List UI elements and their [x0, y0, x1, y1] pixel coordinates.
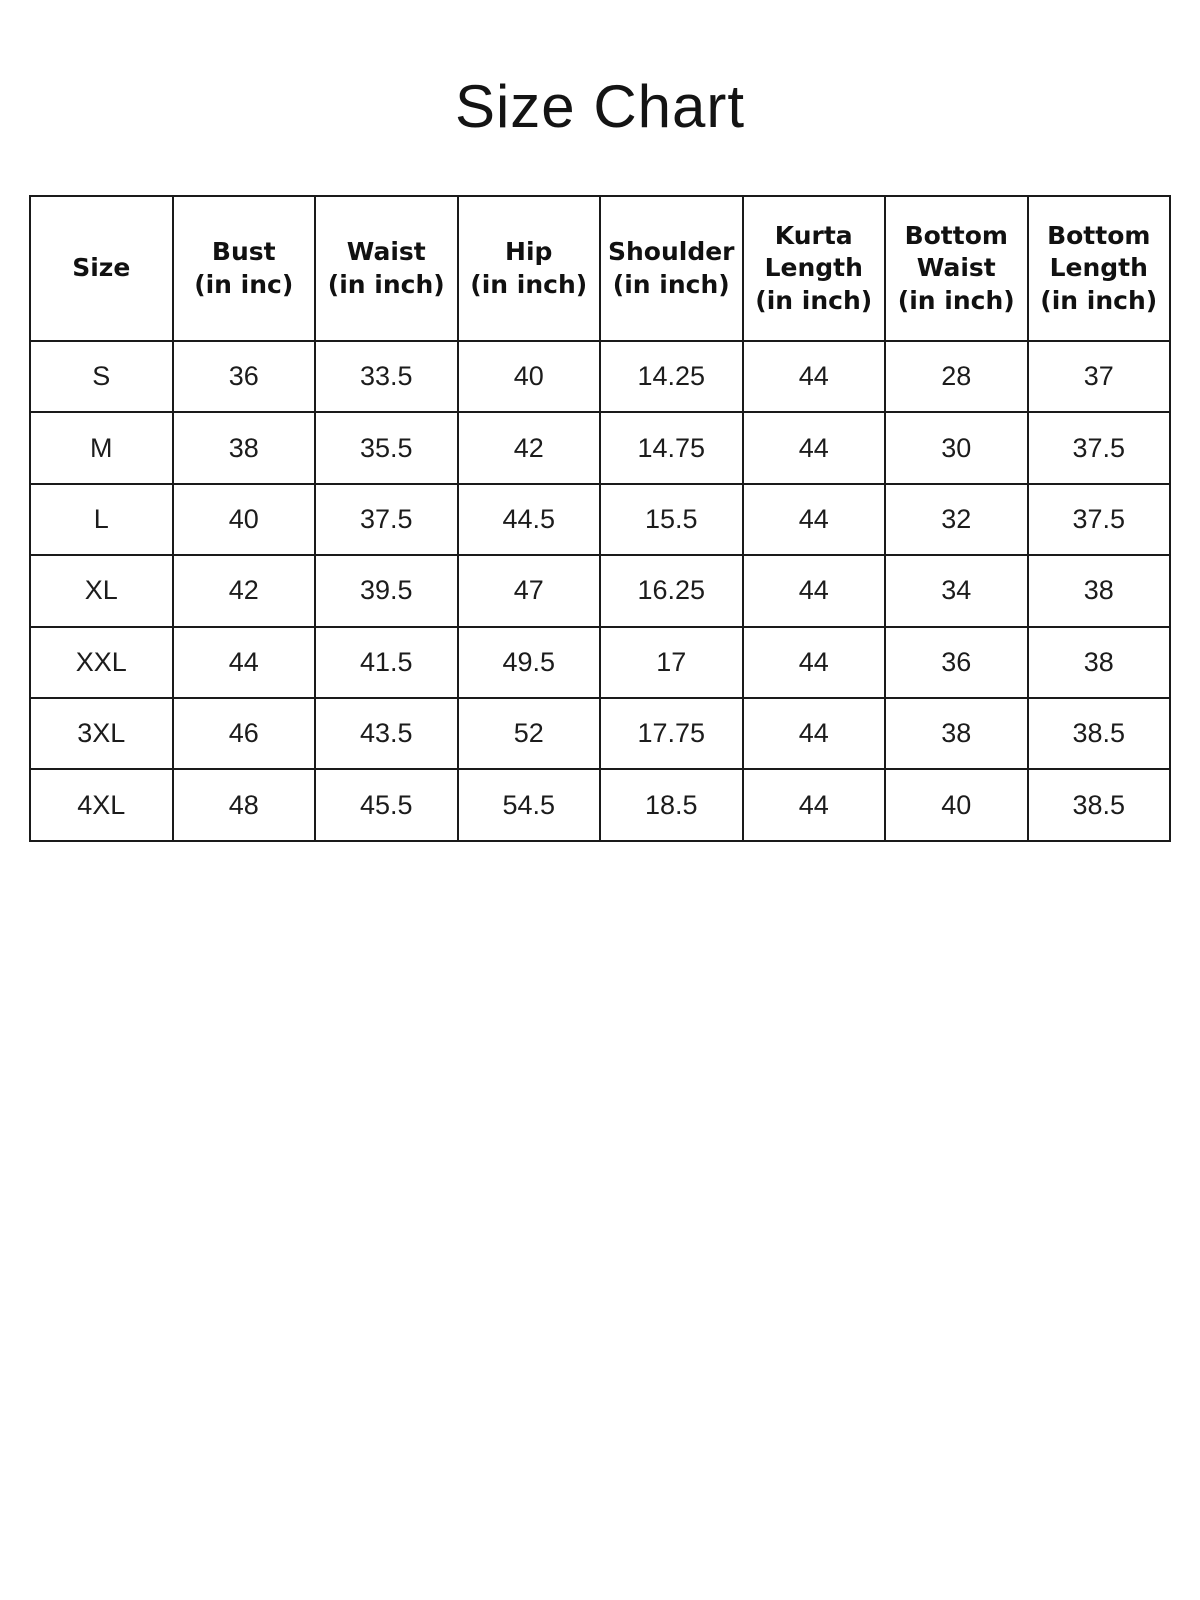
column-unit: (in inch)	[897, 285, 1015, 315]
table-cell: 39.5	[315, 555, 458, 626]
table-cell: 30	[885, 412, 1028, 483]
table-cell: 37	[1028, 341, 1171, 412]
table-cell: 18.5	[600, 769, 743, 840]
table-cell: 38.5	[1028, 769, 1171, 840]
table-cell: 16.25	[600, 555, 743, 626]
header-row	[30, 196, 1170, 341]
table-cell: XXL	[30, 627, 173, 698]
table-cell: 45.5	[315, 769, 458, 840]
table-cell: 40	[458, 341, 601, 412]
table-cell: 34	[885, 555, 1028, 626]
table-row-4xl	[30, 769, 1170, 840]
table-cell: 48	[173, 769, 316, 840]
table-row-m	[30, 412, 1170, 483]
table-cell: L	[30, 484, 173, 555]
table-cell: 37.5	[315, 484, 458, 555]
table-cell: 38	[885, 698, 1028, 769]
table-cell: 38.5	[1028, 698, 1171, 769]
column-unit: (in inch)	[755, 285, 873, 315]
table-cell: 36	[173, 341, 316, 412]
table-cell: 32	[885, 484, 1028, 555]
column-unit: (in inch)	[612, 269, 730, 299]
column-title: Kurta Length	[764, 220, 863, 283]
table-cell: 40	[173, 484, 316, 555]
column-title: Bottom Length	[1047, 220, 1151, 283]
table-cell: 28	[885, 341, 1028, 412]
table-row-3xl	[30, 698, 1170, 769]
page-title: Size Chart	[454, 73, 746, 140]
table-cell: 44	[743, 769, 886, 840]
table-cell: 44.5	[458, 484, 601, 555]
table-cell: 44	[743, 555, 886, 626]
table-cell: 38	[1028, 555, 1171, 626]
table-cell: 44	[743, 698, 886, 769]
table-cell: 44	[743, 627, 886, 698]
table-cell: 49.5	[458, 627, 601, 698]
column-unit: (in inch)	[1040, 285, 1158, 315]
table-cell: 17	[600, 627, 743, 698]
table-cell: XL	[30, 555, 173, 626]
table-row-xl	[30, 555, 1170, 626]
column-header-bottom-length	[1028, 196, 1171, 341]
table-cell: 44	[743, 412, 886, 483]
column-title: Bottom Waist	[904, 220, 1008, 283]
table-cell: 46	[173, 698, 316, 769]
column-header-kurta-length	[743, 196, 886, 341]
table-cell: 35.5	[315, 412, 458, 483]
table-cell: 38	[1028, 627, 1171, 698]
table-cell: 37.5	[1028, 412, 1171, 483]
column-unit: (in inch)	[470, 269, 588, 299]
column-header-size	[30, 196, 173, 341]
column-title: Size	[72, 253, 131, 283]
table-cell: 42	[173, 555, 316, 626]
column-header-shoulder	[600, 196, 743, 341]
table-row-l	[30, 484, 1170, 555]
table-cell: 54.5	[458, 769, 601, 840]
table-row-xxl	[30, 627, 1170, 698]
table-cell: 44	[743, 484, 886, 555]
table-cell: 43.5	[315, 698, 458, 769]
table-cell: 44	[743, 341, 886, 412]
table-cell: 52	[458, 698, 601, 769]
table-cell: 15.5	[600, 484, 743, 555]
column-header-bottom-waist	[885, 196, 1028, 341]
table-cell: 14.25	[600, 341, 743, 412]
column-header-hip	[458, 196, 601, 341]
column-unit: (in inch)	[327, 269, 445, 299]
column-title: Hip	[505, 237, 553, 266]
table-cell: 47	[458, 555, 601, 626]
column-unit: (in inc)	[194, 269, 294, 299]
column-title: Bust	[211, 237, 276, 266]
column-header-bust	[173, 196, 316, 341]
column-title: Waist	[346, 237, 426, 266]
table-body	[30, 341, 1170, 841]
table-cell: 40	[885, 769, 1028, 840]
table-cell: 33.5	[315, 341, 458, 412]
column-header-waist	[315, 196, 458, 341]
table-cell: 36	[885, 627, 1028, 698]
table-cell: 41.5	[315, 627, 458, 698]
table-cell: 37.5	[1028, 484, 1171, 555]
table-cell: S	[30, 341, 173, 412]
table-cell: M	[30, 412, 173, 483]
column-title: Shoulder	[607, 237, 735, 266]
table-cell: 3XL	[30, 698, 173, 769]
table-cell: 4XL	[30, 769, 173, 840]
table-cell: 38	[173, 412, 316, 483]
table-cell: 17.75	[600, 698, 743, 769]
table-header	[30, 196, 1170, 341]
table-cell: 44	[173, 627, 316, 698]
table-cell: 14.75	[600, 412, 743, 483]
table-row-s	[30, 341, 1170, 412]
table-cell: 42	[458, 412, 601, 483]
size-chart-table	[29, 195, 1171, 842]
